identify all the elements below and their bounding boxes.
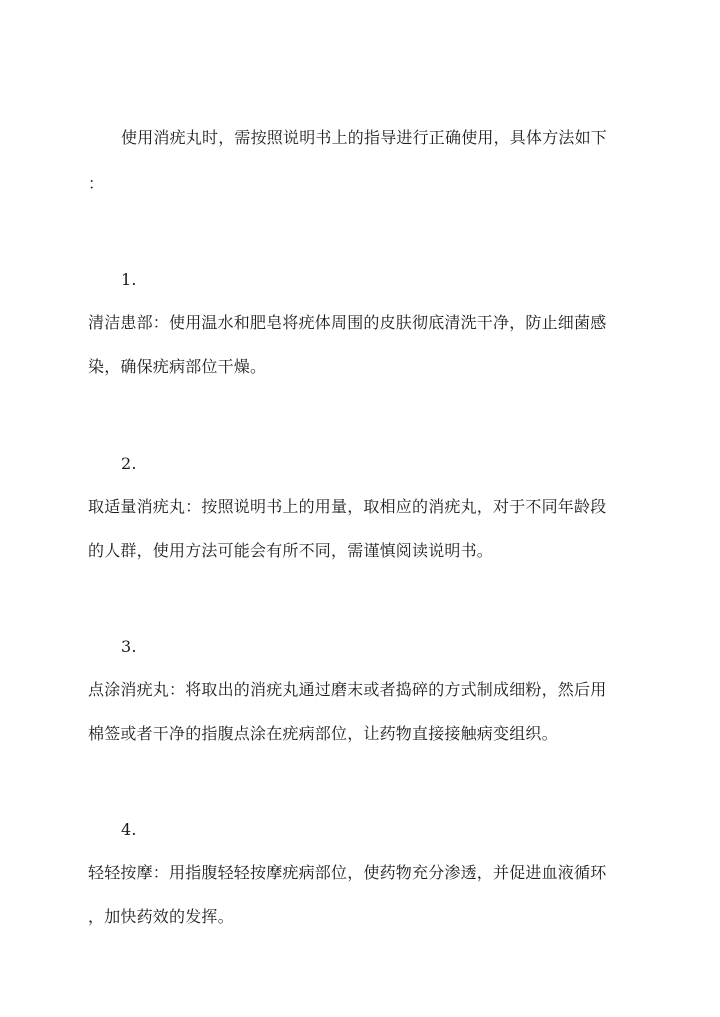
step-3-line-2: 棉签或者干净的指腹点涂在疣病部位，让药物直接接触病变组织。: [88, 724, 558, 743]
step-2-number: 2.: [121, 454, 137, 473]
step-4-line-2: ，加快药效的发挥。: [88, 907, 234, 926]
step-3-line-1: 点涂消疣丸：将取出的消疣丸通过磨末或者捣碎的方式制成细粉，然后用: [88, 680, 607, 699]
step-1-number: 1.: [121, 270, 137, 289]
step-4-line-1: 轻轻按摩：用指腹轻轻按摩疣病部位，使药物充分渗透，并促进血液循环: [88, 863, 607, 882]
step-1-line-1: 清洁患部：使用温水和肥皂将疣体周围的皮肤彻底清洗干净，防止细菌感: [88, 313, 607, 332]
step-4-number: 4.: [121, 820, 137, 839]
step-2-line-1: 取适量消疣丸：按照说明书上的用量，取相应的消疣丸，对于不同年龄段: [88, 497, 607, 516]
step-3-number: 3.: [121, 637, 137, 656]
step-1-line-2: 染，确保疣病部位干燥。: [88, 357, 267, 376]
intro-line-2: ：: [88, 174, 105, 193]
intro-line-1: 使用消疣丸时，需按照说明书上的指导进行正确使用，具体方法如下: [121, 128, 608, 147]
step-2-line-2: 的人群，使用方法可能会有所不同，需谨慎阅读说明书。: [88, 541, 494, 560]
